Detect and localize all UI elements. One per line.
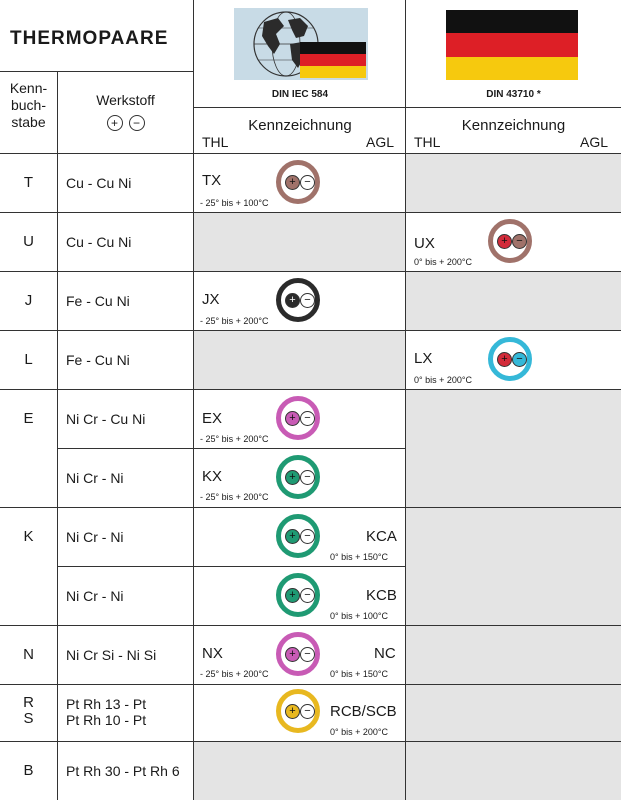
cable-icon <box>276 514 320 558</box>
agl-range: 0° bis + 200°C <box>330 727 388 737</box>
standard-din-label: DIN 43710 * <box>486 89 541 100</box>
row-letter: N <box>23 646 34 663</box>
minus-icon: − <box>129 115 145 131</box>
thl-code: TX <box>202 172 222 189</box>
agl-code: RCB/SCB <box>330 703 397 720</box>
row-letter: E <box>23 410 34 427</box>
din-range: 0° bis + 200°C <box>414 375 472 385</box>
thl-code: EX <box>202 410 223 427</box>
minus-conductor-icon: − <box>300 588 315 603</box>
plus-conductor-icon: + <box>285 529 300 544</box>
thl-code: KX <box>202 468 223 485</box>
row-material: Pt Rh 13 - Pt Pt Rh 10 - Pt <box>66 696 147 728</box>
german-flag-small <box>300 42 366 78</box>
agl-range: 0° bis + 100°C <box>330 611 388 621</box>
din-thl-code: LX <box>414 350 433 367</box>
agl-range: 0° bis + 150°C <box>330 552 388 562</box>
row-material: Fe - Cu Ni <box>66 352 130 368</box>
plus-conductor-icon: + <box>497 352 512 367</box>
row-letter: R S <box>23 694 34 727</box>
plus-conductor-icon: + <box>285 293 300 308</box>
row-material: Ni Cr - Cu Ni <box>66 411 146 427</box>
kennzeichnung-iec-header: Kennzeichnung <box>248 117 352 134</box>
minus-conductor-icon: − <box>512 352 527 367</box>
unused-cell <box>406 153 621 212</box>
row-letter: B <box>23 762 34 779</box>
kennbuchstabe-header: Kenn- buch- stabe <box>9 80 48 130</box>
cable-icon <box>488 337 532 381</box>
werkstoff-header: Werkstoff <box>96 92 155 108</box>
row-material: Ni Cr - Ni <box>66 529 124 545</box>
agl-code: NC <box>374 645 396 662</box>
minus-conductor-icon: − <box>300 175 315 190</box>
plus-conductor-icon: + <box>285 647 300 662</box>
row-letter: T <box>23 174 34 191</box>
row-material: Fe - Cu Ni <box>66 293 130 309</box>
unused-cell <box>406 271 621 330</box>
kennzeichnung-din-header: Kennzeichnung <box>461 117 566 134</box>
minus-conductor-icon: − <box>300 411 315 426</box>
row-material: Pt Rh 30 - Pt Rh 6 <box>66 763 180 779</box>
thl-range: - 25° bis + 200°C <box>200 492 269 502</box>
agl-code: KCB <box>366 587 397 604</box>
plus-conductor-icon: + <box>285 704 300 719</box>
thl-label-din: THL <box>414 134 441 150</box>
cable-icon <box>276 455 320 499</box>
minus-conductor-icon: − <box>512 234 527 249</box>
cable-icon <box>276 396 320 440</box>
cable-icon <box>276 689 320 733</box>
cable-icon <box>276 278 320 322</box>
plus-conductor-icon: + <box>285 470 300 485</box>
polarity-symbols <box>58 114 193 132</box>
unused-cell <box>194 212 406 271</box>
page-title: THERMOPAARE <box>10 28 169 49</box>
plus-conductor-icon: + <box>285 175 300 190</box>
row-letter: K <box>23 528 34 545</box>
minus-conductor-icon: − <box>300 470 315 485</box>
plus-icon: + <box>107 115 123 131</box>
din-range: 0° bis + 200°C <box>414 257 472 267</box>
cable-icon <box>276 573 320 617</box>
agl-label-din: AGL <box>580 134 609 150</box>
thl-code: NX <box>202 645 223 662</box>
iec-globe-flag-logo <box>234 8 368 80</box>
thl-range: - 25° bis + 100°C <box>200 198 269 208</box>
standard-iec-label: DIN IEC 584 <box>271 89 329 100</box>
unused-cell <box>406 389 621 800</box>
unused-cell <box>194 741 406 800</box>
agl-code: KCA <box>366 528 397 545</box>
row-letter: U <box>23 233 34 250</box>
row-material: Ni Cr - Ni <box>66 588 124 604</box>
minus-conductor-icon: − <box>300 293 315 308</box>
row-material: Ni Cr - Ni <box>66 470 124 486</box>
row-material: Cu - Cu Ni <box>66 234 132 250</box>
thl-range: - 25° bis + 200°C <box>200 434 269 444</box>
thl-range: - 25° bis + 200°C <box>200 669 269 679</box>
minus-conductor-icon: − <box>300 704 315 719</box>
din-thl-code: UX <box>414 235 435 252</box>
cable-icon <box>488 219 532 263</box>
plus-conductor-icon: + <box>285 411 300 426</box>
row-material: Ni Cr Si - Ni Si <box>66 647 157 663</box>
row-letter: L <box>24 351 33 368</box>
minus-conductor-icon: − <box>300 529 315 544</box>
cable-icon <box>276 632 320 676</box>
cable-icon <box>276 160 320 204</box>
row-letter: J <box>24 292 33 309</box>
thl-label-iec: THL <box>202 134 229 150</box>
unused-cell <box>194 330 406 389</box>
agl-label-iec: AGL <box>366 134 395 150</box>
plus-conductor-icon: + <box>285 588 300 603</box>
thl-range: - 25° bis + 200°C <box>200 316 269 326</box>
thl-code: JX <box>202 291 220 308</box>
plus-conductor-icon: + <box>497 234 512 249</box>
row-material: Cu - Cu Ni <box>66 175 132 191</box>
minus-conductor-icon: − <box>300 647 315 662</box>
german-flag <box>446 10 578 80</box>
agl-range: 0° bis + 150°C <box>330 669 388 679</box>
